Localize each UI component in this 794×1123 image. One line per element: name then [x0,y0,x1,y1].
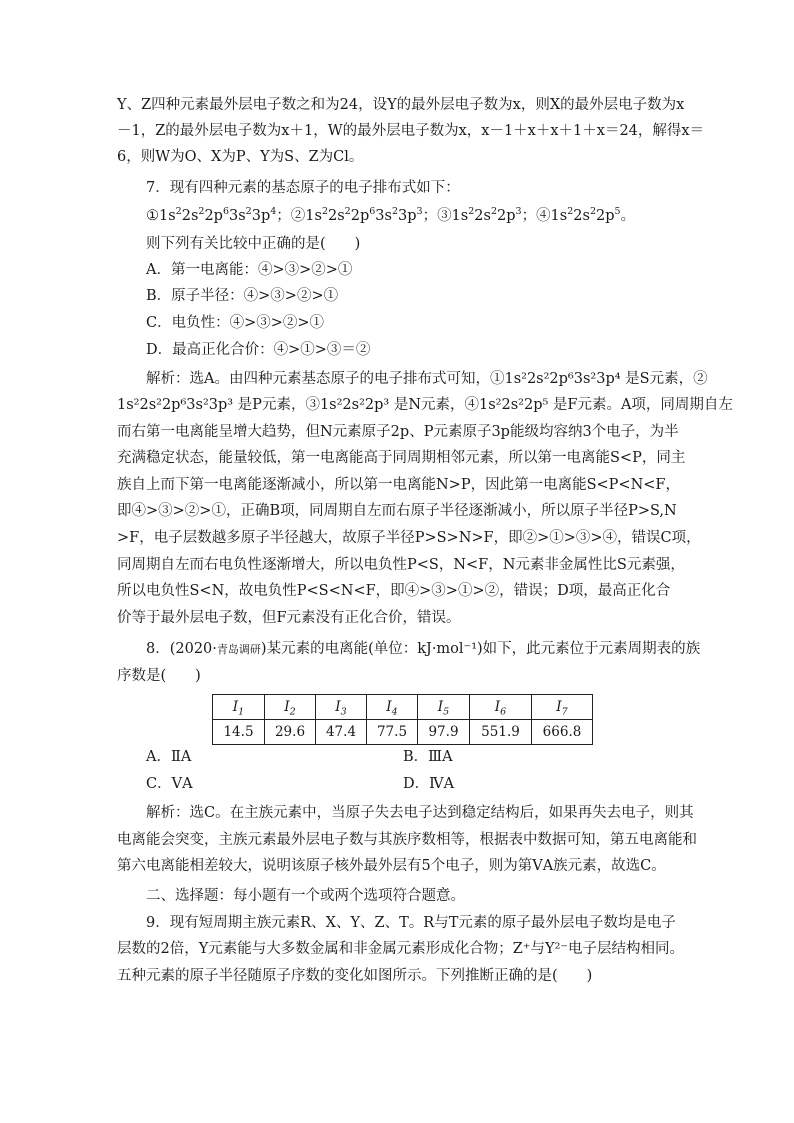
q7-analysis-line-1: 解析：选A。由四种元素基态原子的电子排布式可知，①1s²2s²2p⁶3s²3p⁴ 是S元素，② [146,371,708,387]
header-i1: $I_1$ [213,695,265,720]
header-i5: $I_5$ [418,695,470,720]
value-i3: 47.4 [316,720,367,745]
q7-analysis-line-7: >F，电子层数越多原子半径越大，故原子半径P>S>N>F，即②>①>③>④，错误C项， [117,530,701,546]
value-i1: 14.5 [213,720,265,745]
section-2-heading: 二、选择题：每小题有一个或两个选项符合题意。 [146,888,465,904]
q8-analysis-line-3: 第六电离能相差较大，说明该原子核外最外层有5个电子，则为第ⅤA族元素，故选C。 [117,858,666,874]
table-header-row [213,695,593,720]
value-i6: 551.9 [470,720,532,745]
value-i5: 97.9 [418,720,470,745]
q7-configs: $①1s^22s^22p^63s^23p^4$；$②1s^22s^22p^63s^23p^3$；$③1s^22s^22p^3$；$④1s^22s^22p^5$。 [146,206,636,224]
q8-stem-cont: 序数是( ) [117,668,201,684]
q8-option-row-1 [146,748,453,766]
prev-para-line-1: Y、Z四种元素最外层电子数之和为24，设Y的最外层电子数为x，则X的最外层电子数为x [117,97,685,113]
q7-option-a: A．第一电离能：④>③>②>① [146,262,353,278]
q7-analysis-line-9: 所以电负性S<N，故电负性P<S<N<F，即④>③>①>②，错误；D项，最高正化合 [117,583,671,599]
table-row [213,720,593,745]
value-i7: 666.8 [532,720,593,745]
q8-option-row-2 [146,775,455,793]
q8-stem: 8．(2020·青岛调研)某元素的电离能(单位：kJ·mol⁻¹)如下，此元素位于元素周期表的族 [146,641,701,657]
header-i7: $I_7$ [532,695,593,720]
q7-stem: 7．现有四种元素的基态原子的电子排布式如下： [146,180,460,196]
q7-analysis-line-2: 1s²2s²2p⁶3s²3p³ 是P元素，③1s²2s²2p³ 是N元素，④1s²2s²2p⁵ 是F元素。A项，同周期自左 [117,397,733,413]
q7-option-c: C．电负性：④>③>②>① [146,315,325,331]
q8-option-b: B．ⅢA [403,749,453,765]
ionization-energy-table [212,694,593,745]
q7-option-d: D．最高正化合价：④>①>③＝② [146,342,371,358]
header-i2: $I_2$ [265,695,316,720]
q7-option-b: B．原子半径：④>③>②>① [146,288,339,304]
prev-para-line-2: －1，Z的最外层电子数为x＋1，W的最外层电子数为x，x－1＋x＋x＋1＋x＝24，解得x＝ [117,123,705,139]
q9-line-2: 层数的2倍，Y元素能与大多数金属和非金属元素形成化合物；Z⁺与Y²⁻电子层结构相同。 [117,941,685,957]
q8-analysis-line-1: 解析：选C。在主族元素中，当原子失去电子达到稳定结构后，如果再失去电子，则其 [146,805,694,821]
q9-line-3: 五种元素的原子半径随原子序数的变化如图所示。下列推断正确的是( ) [117,968,593,984]
q9-line-1: 9．现有短周期主族元素R、X、Y、Z、T。R与T元素的原子最外层电子数均是电子 [146,915,676,931]
q7-ask: 则下列有关比较中正确的是( ) [146,236,361,252]
value-i2: 29.6 [265,720,316,745]
q8-option-d: D．ⅣA [403,776,455,792]
header-i3: $I_3$ [316,695,367,720]
prev-para-line-3: 6，则W为O、X为P、Y为S、Z为Cl。 [117,149,364,165]
electron-configuration: $④1s^22s^22p^5$ [536,206,621,224]
q7-analysis-line-10: 价等于最外层电子数，但F元素没有正化合价，错误。 [117,610,461,626]
header-i6: $I_6$ [470,695,532,720]
q8-option-c: C．ⅤA [146,776,193,792]
q8-option-a: A．ⅡA [146,749,192,765]
electron-configuration: $②1s^22s^22p^63s^23p^3$ [290,206,423,224]
q8-source: 青岛调研 [216,643,261,656]
value-i4: 77.5 [367,720,418,745]
q7-analysis-line-6: 即④>③>②>①，正确B项，同周期自左而右原子半径逐渐减小，所以原子半径P>S,N [117,503,677,519]
q7-analysis-line-5: 族自上而下第一电离能逐渐减小，所以第一电离能N>P，因此第一电离能S<P<N<F， [117,477,680,493]
q7-analysis-line-8: 同周期自左而右电负性逐渐增大，所以电负性P<S，N<F，N元素非金属性比S元素强， [117,557,685,573]
q7-analysis-line-3: 而右第一电离能呈增大趋势，但N元素原子2p、P元素原子3p能级均容纳3个电子，为半 [117,424,679,440]
electron-configuration: $③1s^22s^22p^3$ [437,206,522,224]
q7-analysis-line-4: 充满稳定状态，能量较低，第一电离能高于同周期相邻元素，所以第一电离能S<P，同主 [117,450,686,466]
header-i4: $I_4$ [367,695,418,720]
electron-configuration: $①1s^22s^22p^63s^23p^4$ [146,206,277,224]
q8-analysis-line-2: 电离能会突变，主族元素最外层电子数与其族序数相等，根据表中数据可知，第五电离能和 [117,832,697,848]
